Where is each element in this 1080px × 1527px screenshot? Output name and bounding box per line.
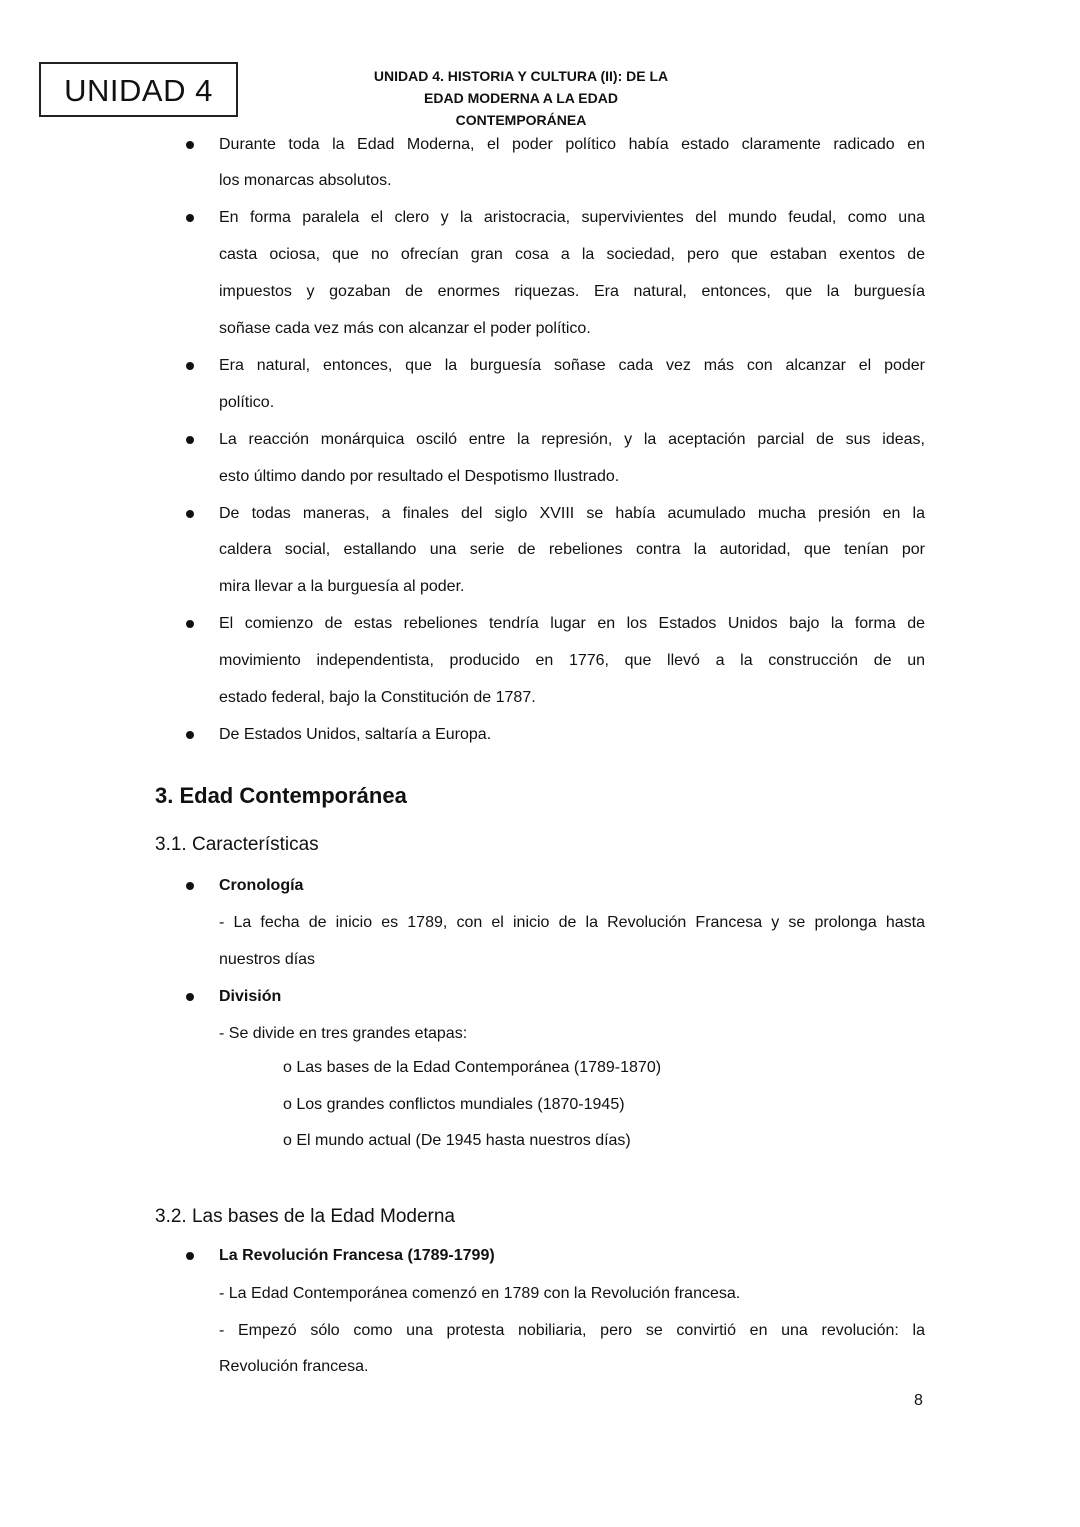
item-title: La Revolución Francesa (1789-1799) — [219, 1247, 495, 1264]
text-line: nuestros días — [219, 951, 316, 968]
stage-item: o Las bases de la Edad Contemporánea (1789-1870) — [283, 1059, 662, 1076]
item-title: División — [219, 988, 282, 1005]
bullet-icon — [186, 1252, 194, 1260]
text-line: impuestos y gozaban de enormes riquezas. Era natural, entonces, que la burguesía — [219, 283, 925, 301]
bullet-icon — [186, 436, 194, 444]
text-line: casta ociosa, que no ofrecían gran cosa a la sociedad, pero que estaban exentos de — [219, 246, 925, 264]
text-line: En forma paralela el clero y la aristocracia, supervivientes del mundo feudal, como una — [219, 209, 925, 227]
text-line: los monarcas absolutos. — [219, 172, 392, 190]
bullet-icon — [186, 993, 194, 1001]
text-line: De todas maneras, a finales del siglo XVIII se había acumulado mucha presión en la — [219, 504, 925, 522]
header-title — [321, 65, 721, 131]
text-line: esto último dando por resultado el Despotismo Ilustrado. — [219, 467, 620, 485]
bullet-icon — [186, 731, 194, 739]
subsection-heading: 3.2. Las bases de la Edad Moderna — [155, 1206, 455, 1227]
text-line: estado federal, bajo la Constitución de 1787. — [219, 689, 536, 706]
bullet-icon — [186, 510, 194, 518]
header-title-line: UNIDAD 4. HISTORIA Y CULTURA (II): DE LA — [373, 68, 669, 84]
bullet-icon — [186, 214, 194, 222]
unit-label-box: UNIDAD 4 — [39, 62, 238, 117]
header-title-line: EDAD MODERNA A LA EDAD — [424, 90, 618, 106]
text-line: movimiento independentista, producido en 1776, que llevó a la construcción de un — [219, 652, 925, 670]
text-line: - La fecha de inicio es 1789, con el inicio de la Revolución Francesa y se prolonga hasta — [219, 914, 925, 931]
text-line: Durante toda la Edad Moderna, el poder político había estado claramente radicado en — [219, 135, 925, 153]
bullet-icon — [186, 882, 194, 890]
text-line: El comienzo de estas rebeliones tendría lugar en los Estados Unidos bajo la forma de — [219, 615, 925, 633]
text-line: De Estados Unidos, saltaría a Europa. — [219, 725, 492, 743]
text-line: político. — [219, 393, 275, 411]
header-title-line: CONTEMPORÁNEA — [455, 112, 587, 128]
text-line: Revolución francesa. — [219, 1358, 369, 1375]
stage-item: o El mundo actual (De 1945 hasta nuestros días) — [283, 1132, 631, 1149]
item-title: Cronología — [219, 877, 304, 894]
page-number: 8 — [914, 1392, 923, 1409]
text-line: Era natural, entonces, que la burguesía soñase cada vez más con alcanzar el poder — [219, 356, 925, 374]
text-line: caldera social, estallando una serie de rebeliones contra la autoridad, que tenían por — [219, 541, 925, 559]
stage-item: o Los grandes conflictos mundiales (1870-1945) — [283, 1096, 625, 1113]
bullet-icon — [186, 362, 194, 370]
text-line: - La Edad Contemporánea comenzó en 1789 con la Revolución francesa. — [219, 1285, 741, 1302]
text-line: La reacción monárquica osciló entre la represión, y la aceptación parcial de sus ideas, — [219, 430, 925, 448]
text-line: - Se divide en tres grandes etapas: — [219, 1025, 468, 1042]
text-line: mira llevar a la burguesía al poder. — [219, 578, 465, 596]
section-heading: 3. Edad Contemporánea — [155, 783, 407, 808]
bullet-icon — [186, 141, 194, 149]
subsection-heading: 3.1. Características — [155, 834, 319, 855]
text-line: - Empezó sólo como una protesta nobiliaria, pero se convirtió en una revolución: la — [219, 1322, 925, 1339]
text-line: soñase cada vez más con alcanzar el poder político. — [219, 320, 591, 337]
bullet-icon — [186, 620, 194, 628]
